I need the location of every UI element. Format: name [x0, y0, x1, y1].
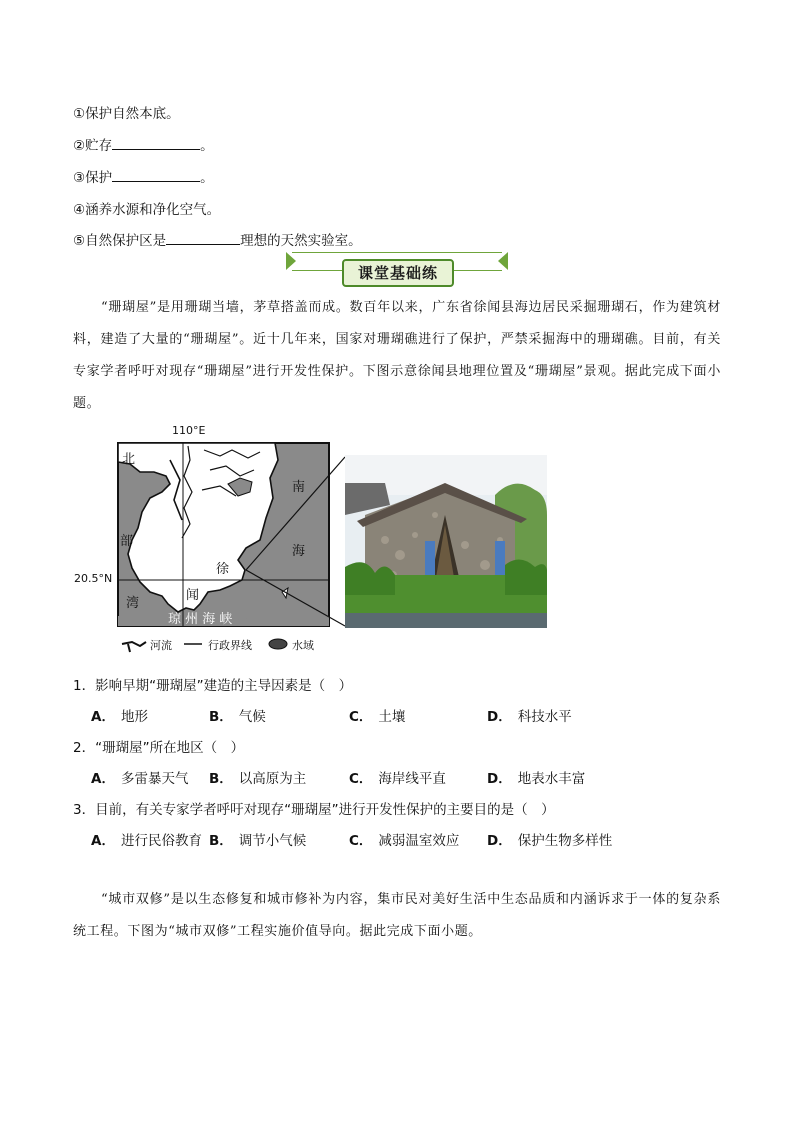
option-text: 科技水平	[517, 709, 572, 725]
q3-option-a[interactable]	[91, 829, 202, 849]
option-key: B．	[209, 771, 233, 787]
question-3: 3．目前，有关专家学者呼吁对现存“珊瑚屋”进行开发性保护的主要目的是（ ）	[73, 802, 555, 818]
option-key: D．	[487, 709, 512, 725]
option-key: C．	[349, 833, 373, 849]
option-key: D．	[487, 833, 512, 849]
list-item-3	[73, 166, 214, 186]
q3-option-c[interactable]	[349, 829, 459, 849]
option-text: 土壤	[378, 709, 406, 725]
option-text: 气候	[238, 709, 266, 725]
q3-option-d[interactable]	[487, 829, 612, 849]
list-item-suffix: 理想的天然实验室。	[240, 233, 362, 249]
list-item-text: ③保护	[73, 170, 113, 186]
option-text: 减弱温室效应	[378, 833, 460, 849]
option-key: A．	[91, 833, 115, 849]
option-key: C．	[349, 709, 373, 725]
photo-svg	[345, 455, 547, 628]
map-label-bu: 部	[120, 534, 134, 549]
q1-option-b[interactable]	[209, 705, 266, 725]
option-key: A．	[91, 771, 115, 787]
answer-blank[interactable]	[166, 232, 240, 245]
map-label-wen: 闻	[186, 588, 200, 603]
legend-river-symbol	[122, 642, 146, 646]
q3-option-b[interactable]	[209, 829, 306, 849]
option-text: 以高原为主	[238, 771, 307, 787]
q2-option-d[interactable]	[487, 767, 585, 787]
option-key: D．	[487, 771, 512, 787]
map-label-nan: 南	[292, 480, 306, 495]
location-map	[70, 420, 370, 660]
map-label-xu: 徐	[216, 562, 230, 577]
option-key: C．	[349, 771, 373, 787]
legend-water-symbol	[269, 639, 287, 649]
longitude-label: 110°E	[172, 424, 206, 437]
option-key: B．	[209, 709, 233, 725]
list-item-suffix: 。	[200, 138, 214, 154]
list-item-1	[73, 102, 180, 122]
passage-coral-house: “珊瑚屋”是用珊瑚当墙，茅草搭盖而成。数百年以来，广东省徐闻县海边居民采掘珊瑚石，作为建筑材料，建造了大量的“珊瑚屋”。近十几年来，国家对珊瑚礁进行了保护，严禁采掘海中的珊瑚礁。目前，有关专家学者呼吁对现存“珊瑚屋”进行开发性保护。下图示意徐闻县地理位置及“珊瑚屋”景观。据此完成下面小题。	[73, 300, 721, 411]
map-label-bei: 北	[122, 452, 136, 467]
banner-right-arrow	[498, 252, 508, 270]
coral-house-photo	[345, 455, 547, 628]
list-item-text: ②贮存	[73, 138, 113, 154]
list-item-5	[73, 229, 362, 249]
legend-boundary-label: 行政界线	[208, 639, 252, 652]
map-label-hai: 海	[292, 544, 306, 559]
option-text: 保护生物多样性	[517, 833, 613, 849]
option-text: 多雷暴天气	[120, 771, 189, 787]
legend-river-label: 河流	[150, 639, 172, 652]
q1-option-c[interactable]	[349, 705, 405, 725]
list-item-text: ④涵养水源和净化空气。	[73, 202, 221, 218]
legend-water-label: 水域	[292, 639, 314, 652]
q2-option-b[interactable]	[209, 767, 306, 787]
list-item-text: ①保护自然本底。	[73, 106, 180, 122]
question-2: 2．“珊瑚屋”所在地区（ ）	[73, 740, 245, 756]
banner-left-arrow	[286, 252, 296, 270]
banner-title: 课堂基础练	[342, 259, 454, 287]
list-item-text: ⑤自然保护区是	[73, 233, 167, 249]
q2-option-c[interactable]	[349, 767, 446, 787]
question-1: 1．影响早期“珊瑚屋”建造的主导因素是（ ）	[73, 678, 353, 694]
option-key: B．	[209, 833, 233, 849]
map-label-wan: 湾	[126, 596, 140, 611]
answer-blank[interactable]	[112, 169, 200, 182]
q1-option-d[interactable]	[487, 705, 572, 725]
list-item-2	[73, 134, 214, 154]
list-item-suffix: 。	[200, 170, 214, 186]
q2-option-a[interactable]	[91, 767, 188, 787]
passage-city-renovation: “城市双修”是以生态修复和城市修补为内容，集市民对美好生活中生态品质和内涵诉求于一体的复杂系统工程。下图为“城市双修”工程实施价值导向。据此完成下面小题。	[73, 892, 721, 939]
option-text: 海岸线平直	[378, 771, 446, 787]
map-label-strait: 琼 州 海 峡	[168, 612, 233, 627]
list-item-4	[73, 198, 220, 218]
option-text: 地表水丰富	[517, 771, 586, 787]
latitude-label: 20.5°N	[74, 572, 113, 585]
option-text: 地形	[120, 709, 148, 725]
q1-option-a[interactable]	[91, 705, 148, 725]
answer-blank[interactable]	[112, 137, 200, 150]
option-text: 进行民俗教育	[120, 833, 202, 849]
option-text: 调节小气候	[238, 833, 307, 849]
banner-top-line	[292, 252, 502, 253]
option-key: A．	[91, 709, 115, 725]
legend-river-symbol	[128, 644, 130, 652]
